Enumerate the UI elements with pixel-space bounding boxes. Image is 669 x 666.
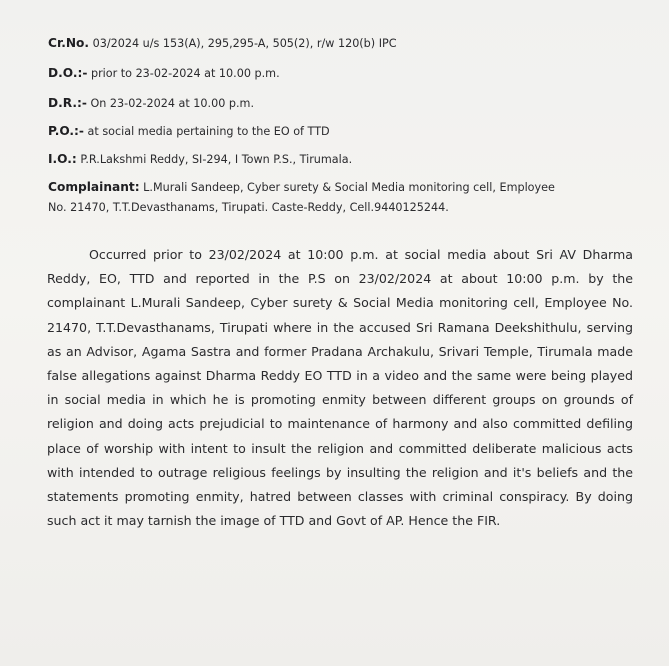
complainant-line	[48, 180, 555, 195]
place-of-occurrence-line	[48, 124, 330, 139]
date-of-occurrence-label: D.O.:-	[48, 66, 88, 80]
case-number-line	[48, 36, 397, 51]
complainant-continuation-line	[48, 201, 449, 215]
investigating-officer-value: P.R.Lakshmi Reddy, SI-294, I Town P.S., Tirumala.	[80, 153, 353, 166]
case-number-label: Cr.No.	[48, 36, 90, 50]
date-of-occurrence-line	[48, 66, 280, 81]
place-of-occurrence-label: P.O.:-	[48, 124, 84, 138]
complainant-label: Complainant:	[48, 180, 140, 194]
date-of-occurrence-value: prior to 23-02-2024 at 10.00 p.m.	[90, 67, 280, 80]
date-of-report-value: On 23-02-2024 at 10.00 p.m.	[90, 97, 255, 110]
investigating-officer-label: I.O.:	[48, 152, 77, 166]
complainant-value-line1: L.Murali Sandeep, Cyber surety & Social Media monitoring cell, Employee	[143, 181, 555, 194]
place-of-occurrence-value: at social media pertaining to the EO of TTD	[87, 125, 330, 138]
case-number-value: 03/2024 u/s 153(A), 295,295-A, 505(2), r/w 120(b) IPC	[92, 37, 397, 50]
investigating-officer-line	[48, 152, 352, 167]
date-of-report-label: D.R.:-	[48, 96, 87, 110]
fir-body-paragraph: Occurred prior to 23/02/2024 at 10:00 p.m. at social media about Sri AV Dharma Reddy, EO, TTD and reported in the P.S on 23/02/2024 at about 10:00 p.m. by the complainant L.Murali Sandeep, Cyber surety & Social Media monitoring cell, Employee No. 21470, T.T.Devasthanams, Tirupati where in the accused Sri Ramana Deekshithulu, serving as an Advisor, Agama Sastra and former Pradana Archakulu, Srivari Temple, Tirumala made false allegations against Dharma Reddy EO TTD in a video and the same were being played in social media in which he is promoting enmity between different groups on grounds of religion and doing acts prejudicial to maintenance of harmony and also committed defiling place of worship with intent to insult the religion and committed deliberate malicious acts with intended to outrage religious feelings by insulting the religion and it's beliefs and the statements promoting enmity, hatred between classes with criminal conspiracy. By doing such act it may tarnish the image of TTD and Govt of AP. Hence the FIR.	[47, 247, 633, 529]
date-of-report-line	[48, 96, 254, 111]
complainant-value-line2: No. 21470, T.T.Devasthanams, Tirupati. Caste-Reddy, Cell.9440125244.	[48, 201, 449, 214]
